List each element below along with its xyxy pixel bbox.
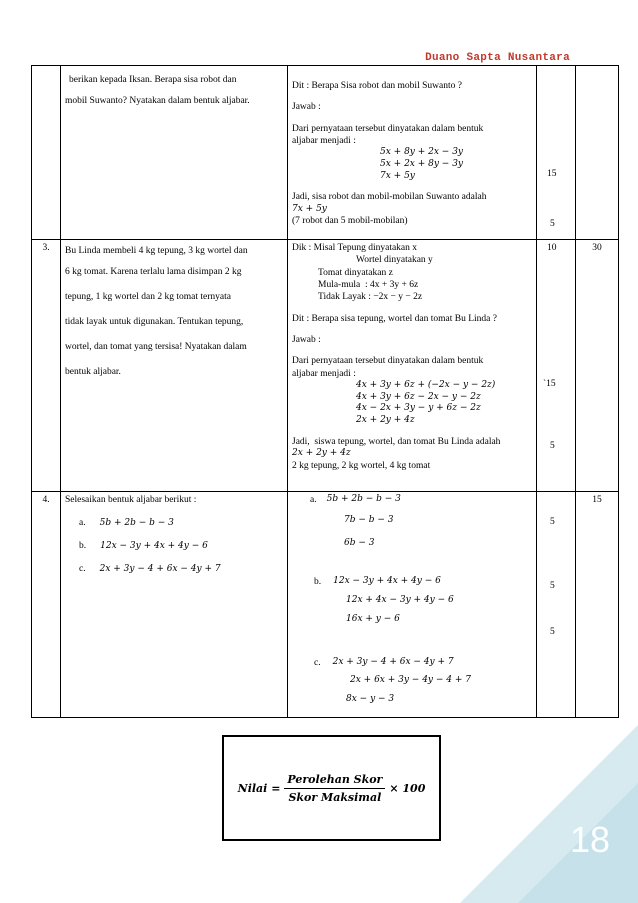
answer-equation: 12x − 3y + 4x + 4y − 6: [333, 576, 441, 587]
formula-numerator: Perolehan Skor: [284, 773, 385, 789]
answer-part: [310, 657, 532, 669]
score-value: 5: [550, 581, 555, 591]
answer-intro: Dari pernyataan tersebut dinyatakan dalam bentuk: [292, 123, 484, 134]
answer-equation: 8x − y − 3: [346, 694, 395, 705]
score-value: 15: [547, 169, 557, 179]
answer-cell: [288, 240, 537, 492]
answer-intro: aljabar menjadi :: [292, 368, 356, 379]
answer-label: b.: [314, 577, 322, 588]
total-value: 15: [592, 495, 602, 505]
answer-cell: [288, 492, 537, 718]
question-text: wortel, dan tomat yang tersisa! Nyatakan dalam: [65, 342, 247, 352]
score-value: 5: [550, 627, 555, 637]
score-value: 10: [547, 243, 557, 253]
answer-part: [310, 494, 532, 506]
answer-equation: 16x + y − 6: [346, 613, 400, 624]
table-row: [32, 240, 619, 492]
total-cell: [576, 240, 619, 492]
question-cell: [61, 66, 288, 240]
list-item: [79, 535, 283, 558]
total-cell: [576, 66, 619, 240]
question-text: mobil Suwanto? Nyatakan dalam bentuk aljabar.: [65, 96, 250, 106]
formula-lhs: Nilai =: [237, 781, 281, 795]
score-cell: [537, 492, 576, 718]
list-item: [79, 558, 283, 581]
answer-equation: 7x + 5y: [380, 170, 415, 181]
formula-fraction: [284, 773, 385, 804]
score-cell: [537, 66, 576, 240]
answer-dik: Tidak Layak : −2x − y − 2z: [318, 292, 423, 303]
formula-denominator: Skor Maksimal: [288, 790, 382, 804]
answer-equation: 2x + 2y + 4z: [356, 415, 415, 426]
question-text: 6 kg tomat. Karena terlalu lama disimpan 2 kg: [65, 267, 242, 277]
answer-equation: 5x + 8y + 2x − 3y: [380, 147, 464, 158]
question-text: Bu Linda membeli 4 kg tepung, 3 kg wortel dan: [65, 246, 248, 256]
formula-rhs: × 100: [389, 781, 426, 795]
question-cell: [61, 492, 288, 718]
answer-equation: 5b + 2b − b − 3: [326, 494, 401, 504]
answer-conclusion: 2x + 2y + 4z: [292, 448, 351, 459]
answer-equation: 4x + 3y + 6z + (−2x − y − 2z): [356, 380, 496, 391]
answer-dik: Mula-mula : 4x + 3y + 6z: [318, 280, 419, 291]
answer-label: a.: [310, 495, 317, 505]
answer-equation: 7b − b − 3: [344, 515, 394, 526]
answer-conclusion: 2 kg tepung, 2 kg wortel, 4 kg tomat: [292, 460, 431, 471]
score-cell: [537, 240, 576, 492]
answer-intro: aljabar menjadi :: [292, 136, 356, 147]
list-item: [79, 512, 283, 535]
item-expression: 2x + 3y − 4 + 6x − 4y + 7: [99, 564, 221, 575]
answer-dik: Wortel dinyatakan y: [356, 255, 433, 266]
rubric-table: [31, 65, 619, 718]
answer-equation: 4x − 2x + 3y − y + 6z − 2z: [356, 403, 481, 414]
score-value: 5: [550, 441, 555, 451]
answer-equation: 12x + 4x − 3y + 4y − 6: [346, 594, 454, 605]
answer-conclusion: Jadi, siswa tepung, wortel, dan tomat Bu Linda adalah: [292, 436, 501, 447]
answer-jawab: Jawab :: [292, 102, 321, 113]
answer-dik: Dik : Misal Tepung dinyatakan x: [292, 243, 418, 253]
total-cell: [576, 492, 619, 718]
row-number: 3.: [32, 240, 61, 492]
item-label: b.: [79, 541, 87, 552]
score-value: `15: [543, 379, 556, 389]
question-items: [65, 512, 283, 581]
answer-dit: Dit : Berapa sisa tepung, wortel dan tomat Bu Linda ?: [292, 313, 497, 324]
answer-cell: [288, 66, 537, 240]
question-cell: [61, 240, 288, 492]
question-text: Selesaikan bentuk aljabar berikut :: [65, 495, 197, 505]
answer-equation: 5x + 2x + 8y − 3y: [380, 159, 464, 170]
question-text: bentuk aljabar.: [65, 367, 121, 377]
score-value: 5: [550, 219, 555, 229]
table-row: [32, 66, 619, 240]
answer-dit: Dit : Berapa Sisa robot dan mobil Suwanto ?: [292, 81, 462, 91]
document-header: Duano Sapta Nusantara: [425, 52, 570, 64]
table-row: [32, 492, 619, 718]
score-value: 5: [550, 517, 555, 527]
question-text: berikan kepada Iksan. Berapa sisa robot dan: [69, 75, 237, 85]
item-label: c.: [79, 564, 86, 575]
answer-conclusion: 7x + 5y: [292, 203, 327, 214]
answer-equation: 4x + 3y + 6z − 2x − y − 2z: [356, 391, 481, 402]
answer-equation: 2x + 6x + 3y − 4y − 4 + 7: [350, 675, 471, 686]
item-expression: 5b + 2b − b − 3: [99, 518, 174, 529]
total-value: 30: [592, 243, 602, 253]
question-text: tidak layak untuk digunakan. Tentukan tepung,: [65, 317, 244, 327]
row-number: 4.: [32, 492, 61, 718]
question-text: tepung, 1 kg wortel dan 2 kg tomat ternyata: [65, 292, 231, 302]
answer-equation: 6b − 3: [344, 538, 375, 549]
score-formula-box: [222, 735, 441, 841]
answer-dik: Tomat dinyatakan z: [318, 267, 393, 278]
item-label: a.: [79, 518, 86, 529]
row-number: [32, 66, 61, 240]
answer-intro: Dari pernyataan tersebut dinyatakan dalam bentuk: [292, 356, 484, 367]
answer-jawab: Jawab :: [292, 335, 321, 346]
answer-label: c.: [314, 657, 321, 668]
answer-part: [310, 576, 532, 588]
answer-conclusion: (7 robot dan 5 mobil-mobilan): [292, 216, 408, 227]
item-expression: 12x − 3y + 4x + 4y − 6: [100, 541, 208, 552]
answer-equation: 2x + 3y − 4 + 6x − 4y + 7: [332, 656, 454, 667]
answer-conclusion: Jadi, sisa robot dan mobil-mobilan Suwanto adalah: [292, 192, 487, 203]
page-number: 18: [569, 819, 610, 860]
